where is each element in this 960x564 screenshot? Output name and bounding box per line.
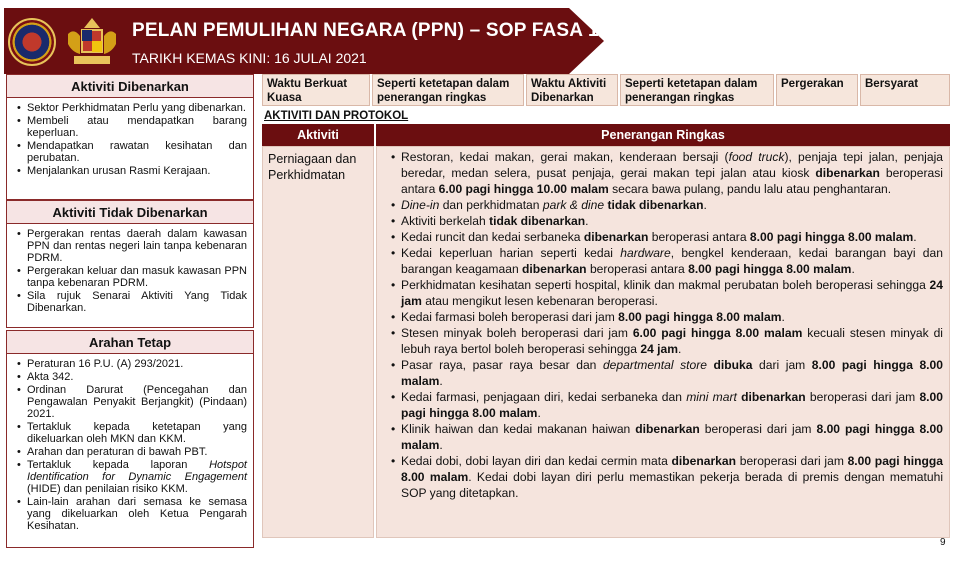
list-item: • Pasar raya, pasar raya besar dan departmental store dibuka dari jam 8.00 pagi hingga 8.00 malam.: [391, 357, 943, 389]
list-item: • Stesen minyak boleh beroperasi dari jam 6.00 pagi hingga 8.00 malam kecuali stesen minyak di lebuh raya bertol boleh beroperasi sehingga 24 jam.: [391, 325, 943, 357]
allowed-heading: Aktiviti Dibenarkan: [7, 75, 253, 98]
list-item: • Ordinan Darurat (Pencegahan dan Pengawalan Penyakit Berjangkit) (Pindaan) 2021.: [17, 384, 247, 420]
list-item: • Restoran, kedai makan, gerai makan, kenderaan bersaji (food truck), penjaja tepi jalan, penjaja beredar, medan selera, pusat penjaja, gerai makan tepi jalan atau kiosk dibenarkan beroperasi antara 6.00 pagi hingga 10.00 malam secara bawa pulang, pandu lalu atau penghantaran.: [391, 149, 943, 197]
standing-orders-box: [6, 330, 254, 548]
coat-of-arms-icon: [60, 14, 124, 70]
activity-cell: Perniagaan dan Perkhidmatan: [262, 146, 374, 538]
movement-label: Pergerakan: [776, 74, 858, 106]
not-allowed-list: [7, 224, 253, 317]
page-title: PELAN PEMULIHAN NEGARA (PPN) – SOP FASA 1: [132, 20, 599, 41]
list-item: • Peraturan 16 P.U. (A) 293/2021.: [17, 358, 247, 370]
section-title: AKTIVITI DAN PROTOKOL: [264, 110, 409, 122]
standing-orders-heading: Arahan Tetap: [7, 331, 253, 354]
list-item: • Klinik haiwan dan kedai makanan haiwan dibenarkan beroperasi dari jam 8.00 pagi hingga 8.00 malam.: [391, 421, 943, 453]
description-cell: [376, 146, 950, 538]
list-item: • Menjalankan urusan Rasmi Kerajaan.: [17, 165, 247, 177]
col-header-description: Penerangan Ringkas: [376, 124, 950, 146]
page-number: 9: [940, 537, 946, 548]
list-item: • Kedai keperluan harian seperti kedai hardware, bengkel kenderaan, kedai barangan bayi dan barangan keagamaan dibenarkan beroperasi antara 8.00 pagi hingga 8.00 malam.: [391, 245, 943, 277]
list-item: • Arahan dan peraturan di bawah PBT.: [17, 446, 247, 458]
list-item: • Akta 342.: [17, 371, 247, 383]
activity-time-label: Waktu Aktiviti Dibenarkan: [526, 74, 618, 106]
col-header-activity: Aktiviti: [262, 124, 374, 146]
list-item: • Tertakluk kepada laporan Hotspot Identification for Dynamic Engagement (HIDE) dan penilaian risiko KKM.: [17, 459, 247, 495]
allowed-activities-box: [6, 74, 254, 200]
list-item: • Pergerakan keluar dan masuk kawasan PPN tanpa kebenaran PDRM.: [17, 265, 247, 289]
list-item: • Kedai runcit dan kedai serbaneka dibenarkan beroperasi antara 8.00 pagi hingga 8.00 malam.: [391, 229, 943, 245]
left-panel: [6, 74, 254, 548]
list-item: • Aktiviti berkelah tidak dibenarkan.: [391, 213, 943, 229]
list-item: • Sektor Perkhidmatan Perlu yang dibenarkan.: [17, 102, 247, 114]
list-item: • Dine-in dan perkhidmatan park & dine tidak dibenarkan.: [391, 197, 943, 213]
standing-orders-list: [7, 354, 253, 535]
list-item: • Kedai dobi, dobi layan diri dan kedai cermin mata dibenarkan beroperasi dari jam 8.00 pagi hingga 8.00 malam. Kedai dobi layan diri perlu memastikan pekerja berada di premis dengan mematuhi SOP yang ditetapkan.: [391, 453, 943, 501]
movement-value: Bersyarat: [860, 74, 950, 106]
list-item: • Perkhidmatan kesihatan seperti hospital, klinik dan makmal perubatan boleh beroperasi sehingga 24 jam atau mengikut lesen kebenaran beroperasi.: [391, 277, 943, 309]
activity-time-value: Seperti ketetapan dalam penerangan ringkas: [620, 74, 774, 106]
list-item: • Lain-lain arahan dari semasa ke semasa yang dikeluarkan oleh Ketua Pengarah Kesihatan.: [17, 496, 247, 532]
mkn-logo-icon: [8, 18, 56, 66]
effective-value: Seperti ketetapan dalam penerangan ringkas: [372, 74, 524, 106]
not-allowed-activities-box: [6, 200, 254, 328]
protocol-table: [262, 124, 950, 538]
list-item: • Pergerakan rentas daerah dalam kawasan PPN dan rentas negeri lain tanpa kebenaran PDRM.: [17, 228, 247, 264]
effective-label: Waktu Berkuat Kuasa: [262, 74, 370, 106]
list-item: • Tertakluk kepada ketetapan yang dikeluarkan oleh MKN dan KKM.: [17, 421, 247, 445]
header-banner: [4, 8, 604, 74]
list-item: • Kedai farmasi, penjagaan diri, kedai serbaneka dan mini mart dibenarkan beroperasi dari jam 8.00 pagi hingga 8.00 malam.: [391, 389, 943, 421]
list-item: • Sila rujuk Senarai Aktiviti Yang Tidak Dibenarkan.: [17, 290, 247, 314]
list-item: • Mendapatkan rawatan kesihatan dan perubatan.: [17, 140, 247, 164]
list-item: • Kedai farmasi boleh beroperasi dari jam 8.00 pagi hingga 8.00 malam.: [391, 309, 943, 325]
info-row: [262, 74, 950, 106]
description-list: [377, 147, 949, 501]
update-date: TARIKH KEMAS KINI: 16 JULAI 2021: [132, 50, 367, 66]
list-item: • Membeli atau mendapatkan barang keperluan.: [17, 115, 247, 139]
allowed-list: [7, 98, 253, 180]
not-allowed-heading: Aktiviti Tidak Dibenarkan: [7, 201, 253, 224]
